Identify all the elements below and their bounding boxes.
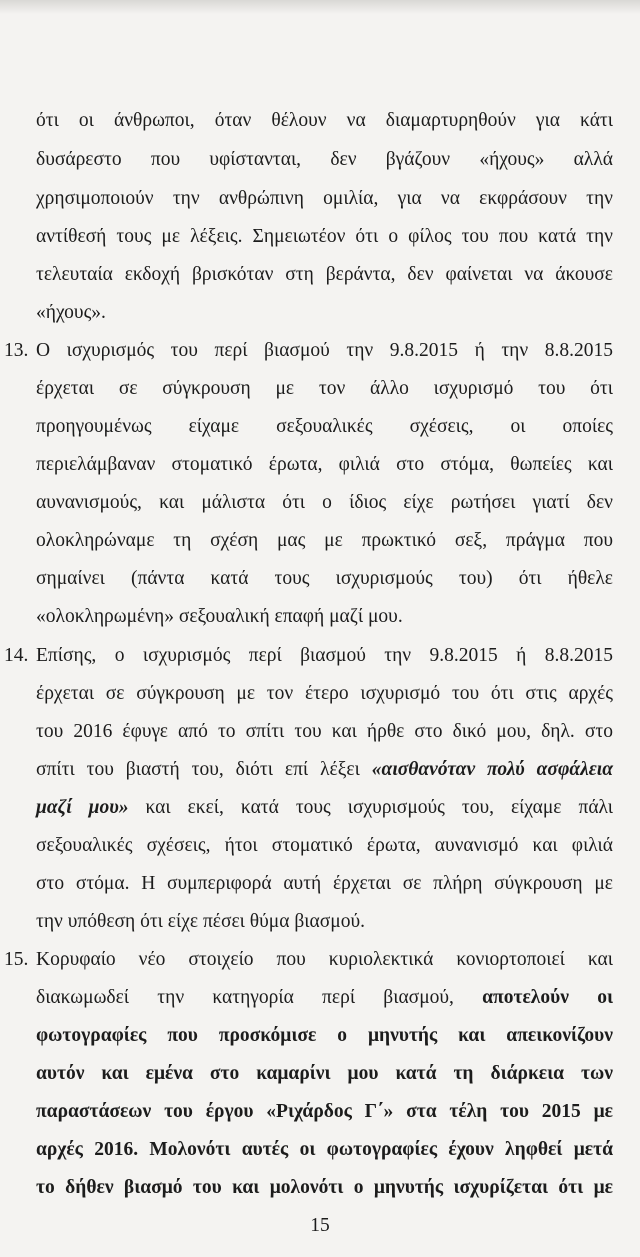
text-line: στο στόμα. Η συμπεριφορά αυτή έρχεται σε πλήρη σύγκρουση με (36, 873, 613, 894)
bold-text-line: το δήθεν βιασμό του και μολονότι ο μηνυτής ισχυρίζεται ότι με (36, 1177, 613, 1198)
text-line: «ήχους». (36, 302, 106, 323)
emphasized-quote: «αισθανόταν πολύ ασφάλεια (371, 759, 613, 780)
text-line: Ο ισχυρισμός του περί βιασμού την 9.8.2015 ή την 8.8.2015 (36, 340, 613, 361)
text-line (36, 757, 613, 783)
text-line: δυσάρεστο που υφίστανται, δεν βγάζουν «ήχους» αλλά (36, 149, 613, 170)
text-line: σημαίνει (πάντα κατά τους ισχυρισμούς του) ότι ήθελε (36, 568, 613, 589)
plain-text: διακωμωδεί την κατηγορία περί βιασμού, (36, 987, 483, 1008)
page-number: 15 (310, 1215, 330, 1236)
plain-text: σπίτι του βιαστή του, διότι επί λέξει (36, 759, 372, 780)
bold-text-line: παραστάσεων του έργου «Ριχάρδος Γ΄» στα τέλη του 2015 με (36, 1101, 613, 1122)
scan-edge-shadow (0, 0, 640, 14)
bold-text-line: αρχές 2016. Μολονότι αυτές οι φωτογραφίες έχουν ληφθεί μετά (36, 1139, 613, 1160)
text-line: σεξουαλικές σχέσεις, ήτοι στοματικό έρωτα, αυνανισμό και φιλιά (36, 835, 613, 856)
bold-text-line: αυτόν και εμένα στο καμαρίνι μου κατά τη διάρκεια των (36, 1063, 613, 1084)
text-line (36, 985, 613, 1011)
text-line: έρχεται σε σύγκρουση με τον άλλο ισχυρισμό του ότι (36, 378, 613, 399)
text-line: χρησιμοποιούν την ανθρώπινη ομιλία, για να εκφράσουν την (36, 188, 613, 209)
text-line: την υπόθεση ότι είχε πέσει θύμα βιασμού. (36, 911, 365, 932)
text-line: «ολοκληρωμένη» σεξουαλική επαφή μαζί μου. (36, 606, 403, 627)
emphasized-quote: μαζί μου» (36, 797, 129, 818)
bold-text: αποτελούν οι (482, 987, 613, 1008)
paragraph-number: 14. (4, 645, 29, 666)
text-line: Κορυφαίο νέο στοιχείο που κυριολεκτικά κονιορτοποιεί και (36, 949, 613, 970)
text-line: αυνανισμούς, και μάλιστα ότι ο ίδιος είχε ρωτήσει γιατί δεν (36, 492, 613, 513)
text-line: ότι οι άνθρωποι, όταν θέλουν να διαμαρτυρηθούν για κάτι (36, 110, 613, 131)
text-line: τελευταία εκδοχή βρισκόταν στη βεράντα, δεν φαίνεται να άκουσε (36, 264, 613, 285)
text-line: του 2016 έφυγε από το σπίτι του και ήρθε στο δικό μου, δηλ. στο (36, 721, 613, 742)
paragraph-number: 15. (4, 949, 29, 970)
paragraph-number: 13. (4, 340, 29, 361)
text-line: Επίσης, ο ισχυρισμός περί βιασμού την 9.8.2015 ή 8.8.2015 (36, 645, 613, 666)
text-line: έρχεται σε σύγκρουση με τον έτερο ισχυρισμό του ότι στις αρχές (36, 683, 613, 704)
plain-text: και εκεί, κατά τους ισχυρισμούς του, είχαμε πάλι (128, 797, 613, 818)
text-line (36, 795, 613, 821)
text-line: αντίθεσή τους με λέξεις. Σημειωτέον ότι ο φίλος του που κατά την (36, 226, 613, 247)
text-line: ολοκληρώναμε τη σχέση μας με πρωκτικό σεξ, πράγμα που (36, 530, 613, 551)
text-line: περιελάμβαναν στοματικό έρωτα, φιλιά στο στόμα, θωπείες και (36, 454, 613, 475)
text-line: προηγουμένως είχαμε σεξουαλικές σχέσεις, οι οποίες (36, 416, 613, 437)
bold-text-line: φωτογραφίες που προσκόμισε ο μηνυτής και απεικονίζουν (36, 1025, 613, 1046)
